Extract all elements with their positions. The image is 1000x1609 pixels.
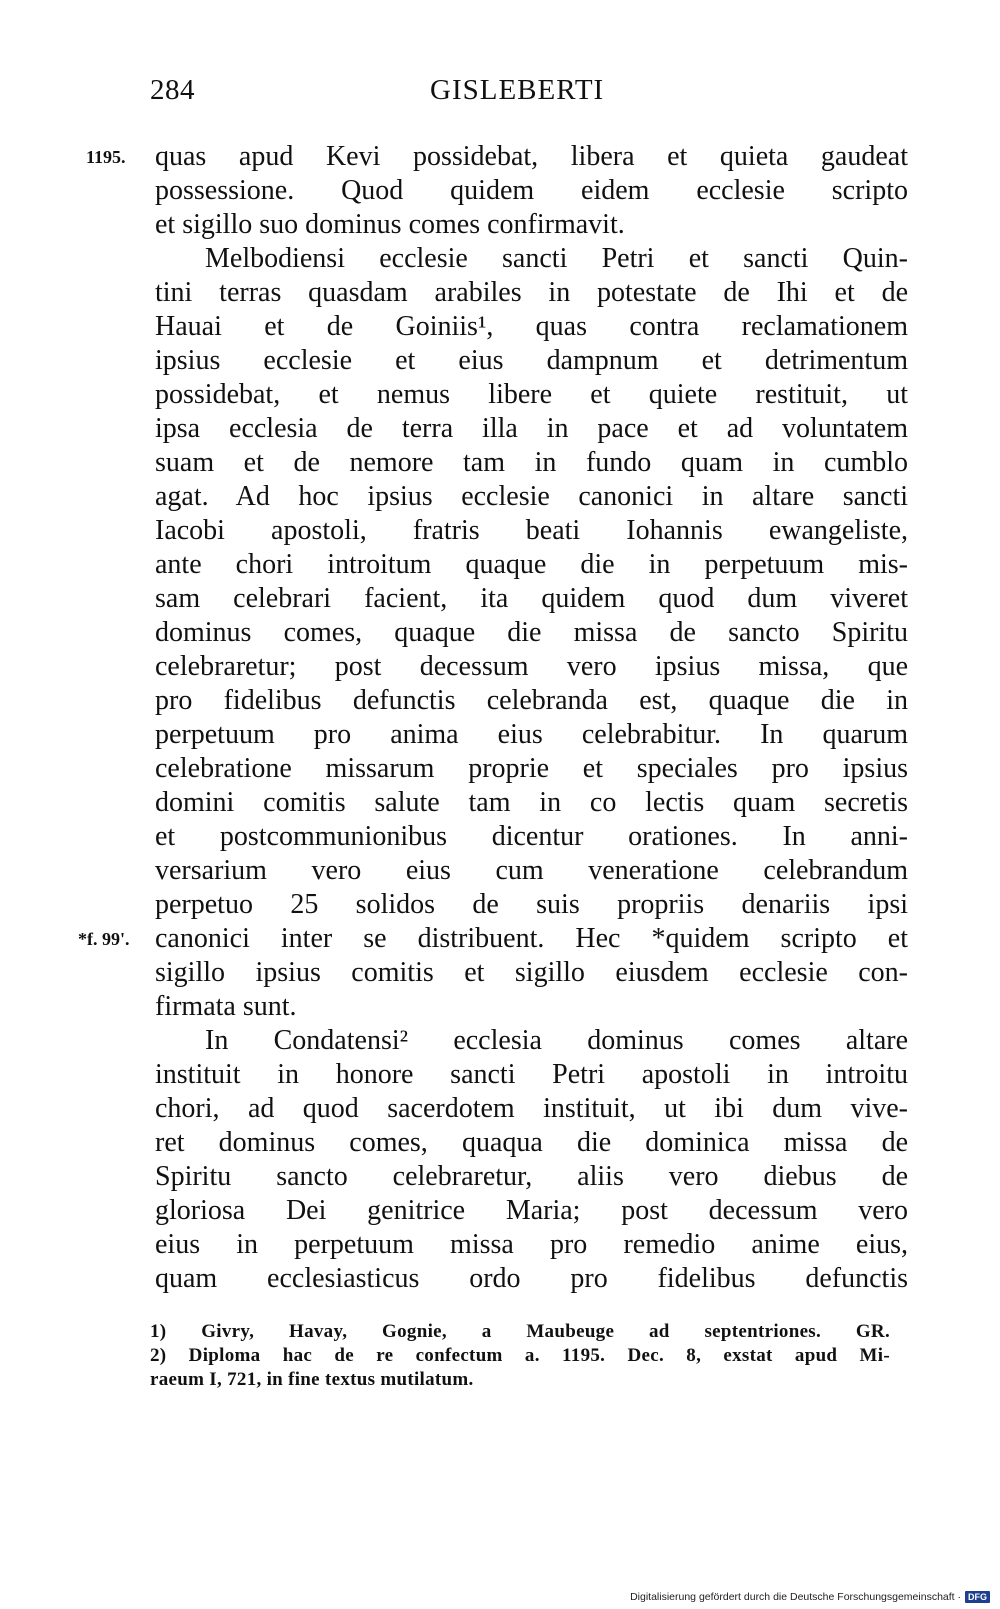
text-line: perpetuum pro anima eius celebrabitur. In quarum — [155, 719, 908, 750]
text-line: suam et de nemore tam in fundo quam in cumblo — [155, 447, 908, 478]
text-line: eius in perpetuum missa pro remedio anime eius, — [155, 1229, 908, 1260]
text-line: et sigillo suo dominus comes confirmavit. — [155, 209, 625, 240]
dfg-logo: DFG — [965, 1591, 990, 1603]
text-line: celebratione missarum proprie et speciales pro ipsius — [155, 753, 908, 784]
text-line: In Condatensi² ecclesia dominus comes altare — [205, 1025, 908, 1056]
text-line: versarium vero eius cum veneratione celebrandum — [155, 855, 908, 886]
text-line: perpetuo 25 solidos de suis propriis denariis ipsi — [155, 889, 908, 920]
footnote: raeum I, 721, in fine textus mutilatum. — [150, 1369, 474, 1390]
text-line: Hauai et de Goiniis¹, quas contra reclamationem — [155, 311, 908, 342]
text-line: dominus comes, quaque die missa de sancto Spiritu — [155, 617, 908, 648]
digitization-credit — [630, 1591, 990, 1603]
text-line: sam celebrari facient, ita quidem quod dum viveret — [155, 583, 908, 614]
footnote: 1) Givry, Havay, Gognie, a Maubeuge ad septentriones. GR. — [150, 1321, 890, 1342]
text-line: gloriosa Dei genitrice Maria; post decessum vero — [155, 1195, 908, 1226]
text-line: chori, ad quod sacerdotem instituit, ut ibi dum vive- — [155, 1093, 908, 1124]
running-title: GISLEBERTI — [430, 74, 605, 106]
text-line: Melbodiensi ecclesie sancti Petri et sancti Quin- — [205, 243, 908, 274]
margin-year: 1195. — [86, 147, 126, 167]
text-line: canonici inter se distribuent. Hec *quidem scripto et — [155, 923, 908, 954]
text-line: ret dominus comes, quaqua die dominica missa de — [155, 1127, 908, 1158]
text-line: quam ecclesiasticus ordo pro fidelibus defunctis — [155, 1263, 908, 1294]
text-line: quas apud Kevi possidebat, libera et quieta gaudeat — [155, 141, 908, 172]
text-line: possessione. Quod quidem eidem ecclesie scripto — [155, 175, 908, 206]
text-line: possidebat, et nemus libere et quiete restituit, ut — [155, 379, 908, 410]
text-line: domini comitis salute tam in co lectis quam secretis — [155, 787, 908, 818]
text-line: agat. Ad hoc ipsius ecclesie canonici in altare sancti — [155, 481, 908, 512]
text-line: pro fidelibus defunctis celebranda est, quaque die in — [155, 685, 908, 716]
text-line: ante chori introitum quaque die in perpetuum mis- — [155, 549, 908, 580]
running-header — [150, 74, 910, 114]
margin-folio: *f. 99'. — [78, 929, 130, 949]
footnotes — [150, 1320, 890, 1392]
text-line: sigillo ipsius comitis et sigillo eiusdem ecclesie con- — [155, 957, 908, 988]
credit-text: Digitalisierung gefördert durch die Deutsche Forschungsgemeinschaft · — [630, 1591, 961, 1603]
text-line: Iacobi apostoli, fratris beati Iohannis ewangeliste, — [155, 515, 908, 546]
text-line: celebraretur; post decessum vero ipsius missa, que — [155, 651, 908, 682]
text-line: ipsa ecclesia de terra illa in pace et ad voluntatem — [155, 413, 908, 444]
text-line: instituit in honore sancti Petri apostoli in introitu — [155, 1059, 908, 1090]
text-line: Spiritu sancto celebraretur, aliis vero diebus de — [155, 1161, 908, 1192]
text-line: tini terras quasdam arabiles in potestate de Ihi et de — [155, 277, 908, 308]
footnote: 2) Diploma hac de re confectum a. 1195. Dec. 8, exstat apud Mi- — [150, 1345, 890, 1366]
text-line: ipsius ecclesie et eius dampnum et detrimentum — [155, 345, 908, 376]
text-line: et postcommunionibus dicentur orationes. In anni- — [155, 821, 908, 852]
page-number: 284 — [150, 74, 195, 106]
text-line: firmata sunt. — [155, 991, 297, 1022]
